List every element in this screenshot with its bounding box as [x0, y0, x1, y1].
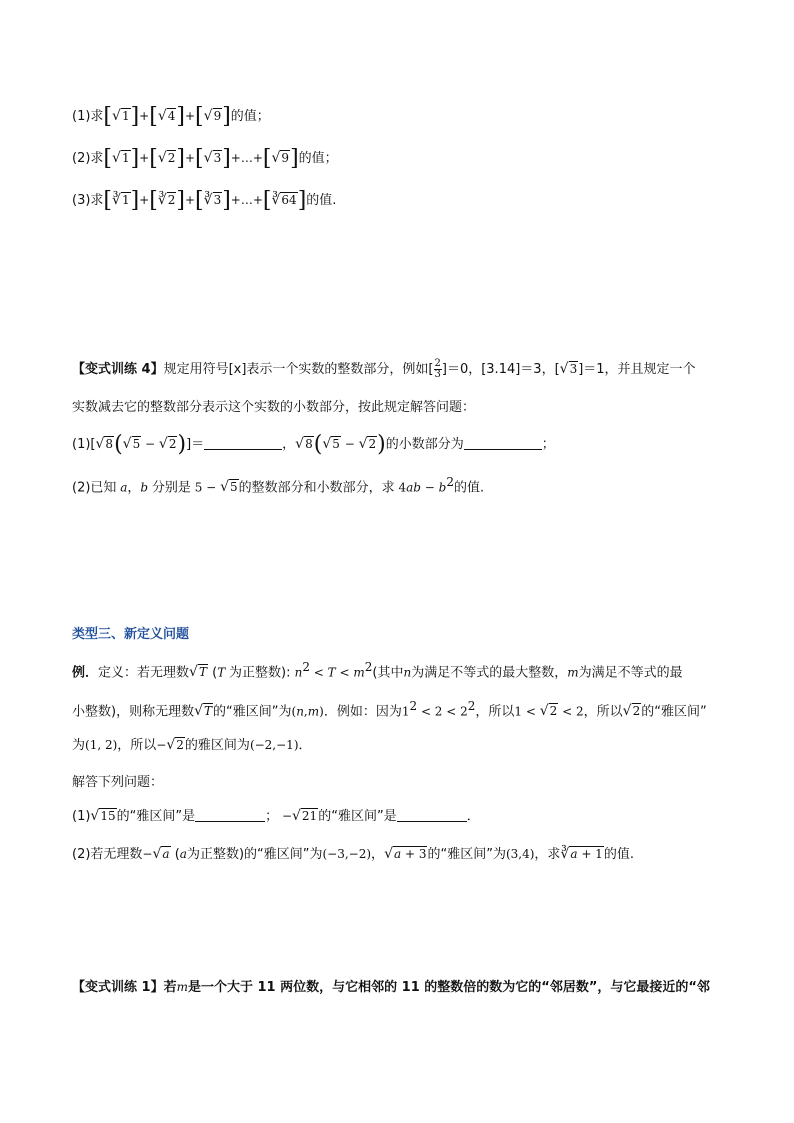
section-heading: 类型三、新定义问题	[72, 627, 190, 642]
variant4-line1: 【变式训练 4】规定用符号[x]表示一个实数的整数部分，例如[ $\frac{2}{3}$ ]＝0，[3.14]＝3，[√3]＝1，并且规定一个	[72, 358, 696, 380]
variant4-q1: (1)[√8(√5 − √2)]＝ ，√8(√5 − √2)的小数部分为 ；	[72, 432, 555, 457]
solve-prompt: 解答下列问题：	[72, 775, 164, 790]
variant1-line1: 【变式训练 1】若m是一个大于 11 两位数，与它相邻的 11 的整数倍的数为它的“邻居数”，与它最接近的“邻	[72, 980, 710, 995]
example-line3: 为(1, 2)，所以−√2的雅区间为(−2,−1)．	[72, 737, 312, 753]
example-line2: 小整数)，则称无理数√T的“雅区间”为(n,m)．例如：因为$1^2 < 2 < 2^2$，所以1 < √2 < 2，所以√2的“雅区间”	[72, 699, 707, 720]
question-2: (2)求[√1]+[√2]+[√3]+…+[√9]的值；	[72, 146, 338, 171]
answer-blank[interactable]	[397, 821, 467, 822]
variant1-tag: 【变式训练 1】	[72, 980, 164, 995]
answer-blank[interactable]	[195, 821, 265, 822]
variant4-q2: (2)已知 a，b 分别是 5 − √5的整数部分和小数部分，求 $4ab - b^2$的值.	[72, 475, 485, 496]
variant4-tag: 【变式训练 4】	[72, 362, 164, 377]
answer-blank[interactable]	[204, 449, 282, 450]
fraction-two-thirds: $\frac{2}{3}$	[434, 358, 441, 380]
question-1: (1)求[√1]+[√4]+[√9]的值；	[72, 104, 270, 129]
question-3: (3)求[∛1]+[∛2]+[∛3]+…+[∛64]的值.	[72, 188, 337, 213]
answer-blank[interactable]	[464, 449, 542, 450]
variant4-line2: 实数减去它的整数部分表示这个实数的小数部分，按此规定解答问题：	[72, 400, 476, 415]
example-line1: 例．定义：若无理数√T (T 为正整数): $n^2 < T < m^2$(其中n为满足不等式的最大整数，m为满足不等式的最	[72, 660, 683, 681]
type3-q1: (1)√15的“雅区间”是 ； −√21的“雅区间”是 ．	[72, 808, 480, 824]
type3-q2: (2)若无理数−√a (a为正整数)的“雅区间”为(−3,−2)，√a + 3的“雅区间”为(3,4)，求∛a + 1的值.	[72, 846, 634, 862]
